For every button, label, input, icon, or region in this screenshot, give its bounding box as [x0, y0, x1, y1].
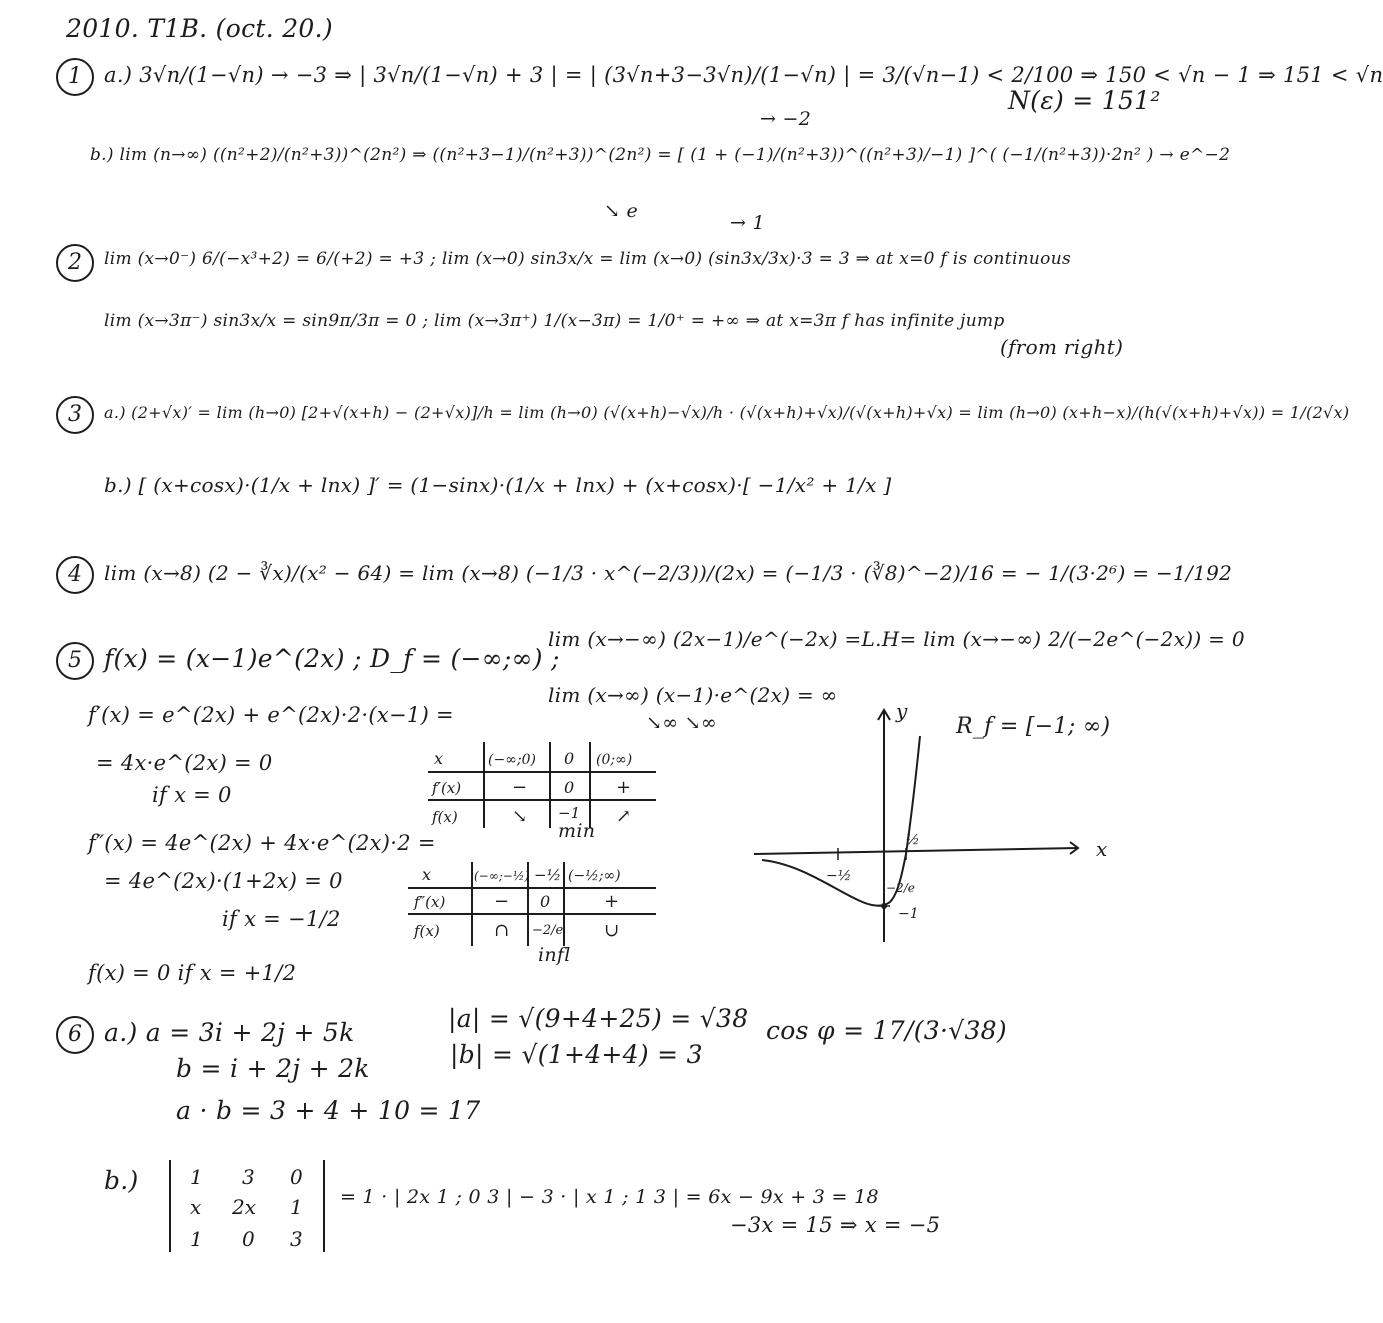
- problem-6-vector-a: a.) a = 3i + 2j + 5k: [104, 1018, 355, 1047]
- determinant-expansion: = 1 · | 2x 1 ; 0 3 | − 3 · | x 1 ; 1 3 | = 6x − 9x + 3 = 18: [340, 1186, 879, 1208]
- det-r3c1: 1: [190, 1227, 203, 1251]
- t2-r2c1: ∩: [494, 920, 510, 941]
- problem-5-range: R_f = [−1; ∞): [956, 714, 1111, 739]
- t2-r1c1: −: [494, 891, 510, 912]
- determinant-matrix: [164, 1156, 334, 1256]
- t1-h1: (−∞;0): [488, 752, 536, 768]
- t1-r2c2: −1: [558, 804, 581, 822]
- graph-neg-one: −1: [898, 906, 919, 922]
- problem-6-cosine: cos φ = 17/(3·√38): [766, 1016, 1007, 1045]
- graph-y-label: y: [896, 699, 908, 723]
- t1-r1c2: 0: [564, 778, 575, 797]
- problem-3b: b.) [ (x+cosx)·(1/x + lnx) ]′ = (1−sinx)·(1/x + lnx) + (x+cosx)·[ −1/x² + 1/x ]: [104, 473, 892, 497]
- x-axis: [754, 848, 1078, 854]
- t2-r2c0: f(x): [414, 922, 440, 940]
- t2-r1c0: f″(x): [414, 893, 446, 911]
- t1-h0: x: [434, 749, 444, 768]
- problem-2-line-1: lim (x→0⁻) 6/(−x³+2) = 6/(+2) = +3 ; lim (x→0) sin3x/x = lim (x→0) (sin3x/3x)·3 = 3 ⇒ at x=0 f is continuous: [104, 249, 1071, 269]
- problem-1-number: 1: [56, 58, 94, 96]
- problem-3a: a.) (2+√x)′ = lim (h→0) [2+√(x+h) − (2+√x)]/h = lim (h→0) (√(x+h)−√x)/h · (√(x+h)+√x)/(√(x+h)+√x) = lim (h→0) (x+h−x)/(h(√(x+h)+√x)) = 1/(2√x): [104, 403, 1350, 422]
- graph-neg-half: −½: [826, 868, 852, 884]
- problem-1a: a.) 3√n/(1−√n) → −3 ⇒ | 3√n/(1−√n) + 3 | = | (3√n+3−3√n)/(1−√n) | = 3/(√n−1) < 2/100 ⇒ 150 < √n − 1 ⇒ 151 < √n: [104, 63, 1383, 87]
- det-r2c1: x: [190, 1195, 202, 1219]
- sign-table-2-note: infl: [538, 944, 571, 966]
- t1-r2c1: ↘: [512, 806, 528, 827]
- problem-2-line-3: (from right): [1000, 335, 1124, 359]
- problem-5-limit-plus-infinity: lim (x→∞) (x−1)·e^(2x) = ∞: [548, 683, 838, 707]
- problem-2-line-2: lim (x→3π⁻) sin3x/x = sin9π/3π = 0 ; lim (x→3π⁺) 1/(x−3π) = 1/0⁺ = +∞ ⇒ at x=3π f has infinite jump: [104, 311, 1005, 331]
- function-graph: [740, 696, 1108, 948]
- problem-2-number: 2: [56, 244, 94, 282]
- t2-h2: −½: [534, 866, 562, 884]
- problem-5-limit-note: ↘∞ ↘∞: [646, 712, 718, 734]
- det-r2c2: 2x: [232, 1195, 257, 1219]
- t1-r1c0: f′(x): [432, 779, 462, 797]
- problem-5-derivative-1c: if x = 0: [152, 783, 232, 807]
- problem-3-number: 3: [56, 396, 94, 434]
- problem-5-zero: f(x) = 0 if x = +1/2: [88, 961, 297, 985]
- problem-5-derivative-2b: = 4e^(2x)·(1+2x) = 0: [104, 869, 343, 893]
- problem-6-dot-product: a · b = 3 + 4 + 10 = 17: [176, 1096, 481, 1125]
- problem-1-n-epsilon: N(ε) = 151²: [1008, 86, 1161, 115]
- t2-h1: (−∞;−½): [474, 869, 530, 883]
- problem-6-number: 6: [56, 1016, 94, 1054]
- graph-half: ½: [906, 832, 920, 848]
- t1-r1c1: −: [512, 777, 528, 798]
- problem-5-number: 5: [56, 642, 94, 680]
- problem-1b-limit-note: → −2: [760, 108, 812, 130]
- problem-6-vector-b: b = i + 2j + 2k: [176, 1054, 370, 1083]
- problem-5-function: f(x) = (x−1)e^(2x) ; D_f = (−∞;∞) ;: [104, 644, 560, 673]
- t2-h3: (−½;∞): [568, 868, 621, 884]
- t1-r1c3: +: [616, 777, 632, 798]
- problem-2-line-1-note: → 1: [730, 212, 765, 234]
- t2-r2c2: −2/e: [532, 923, 564, 938]
- problem-5-derivative-1b: = 4x·e^(2x) = 0: [96, 751, 273, 775]
- graph-neg-2-over-e: −2/e: [886, 881, 915, 895]
- problem-5-derivative-2c: if x = −1/2: [222, 907, 341, 931]
- problem-1b: b.) lim (n→∞) ((n²+2)/(n²+3))^(2n²) ⇒ ((n²+3−1)/(n²+3))^(2n²) = [ (1 + (−1)/(n²+3))^((n²+3)/−1) ]^( (−1/(n²+3))·2n² ) → e^−2: [90, 145, 1231, 165]
- t2-r2c3: ∪: [604, 920, 620, 941]
- sign-table-second-derivative: [400, 858, 660, 948]
- det-r1c1: 1: [190, 1165, 203, 1189]
- det-r2c3: 1: [290, 1195, 303, 1219]
- det-r3c3: 3: [290, 1227, 303, 1251]
- det-r1c3: 0: [290, 1165, 303, 1189]
- problem-4-number: 4: [56, 556, 94, 594]
- t2-r1c3: +: [604, 891, 620, 912]
- graph-x-label: x: [1096, 837, 1108, 861]
- problem-5-limit-minus-infinity: lim (x→−∞) (2x−1)/e^(−2x) =L.H= lim (x→−∞) 2/(−2e^(−2x)) = 0: [548, 627, 1245, 651]
- problem-1b-e-note: ↘ e: [604, 200, 639, 222]
- det-r3c2: 0: [242, 1227, 255, 1251]
- sign-table-first-derivative: [420, 738, 660, 832]
- problem-5-derivative-1a: f′(x) = e^(2x) + e^(2x)·2·(x−1) =: [88, 703, 454, 727]
- t1-r2c0: f(x): [432, 808, 458, 826]
- t1-h2: 0: [564, 749, 575, 768]
- problem-6-magnitude-a: |a| = √(9+4+25) = √38: [448, 1004, 749, 1033]
- problem-6b-label: b.): [104, 1166, 139, 1195]
- det-r1c2: 3: [242, 1165, 255, 1189]
- t1-h3: (0;∞): [596, 752, 633, 768]
- problem-5-derivative-2a: f″(x) = 4e^(2x) + 4x·e^(2x)·2 =: [88, 831, 436, 855]
- t2-r1c2: 0: [540, 892, 551, 911]
- t1-r2c3: ↗: [616, 806, 632, 827]
- problem-4: lim (x→8) (2 − ∛x)/(x² − 64) = lim (x→8) (−1/3 · x^(−2/3))/(2x) = (−1/3 · (∛8)^−2)/16 = − 1/(3·2⁶) = −1/192: [104, 561, 1233, 585]
- problem-6-magnitude-b: |b| = √(1+4+4) = 3: [450, 1040, 703, 1069]
- determinant-solution: −3x = 15 ⇒ x = −5: [730, 1213, 941, 1237]
- sign-table-1-note: min: [558, 820, 596, 842]
- t2-h0: x: [422, 865, 432, 884]
- exam-header: 2010. T1B. (oct. 20.): [66, 14, 333, 43]
